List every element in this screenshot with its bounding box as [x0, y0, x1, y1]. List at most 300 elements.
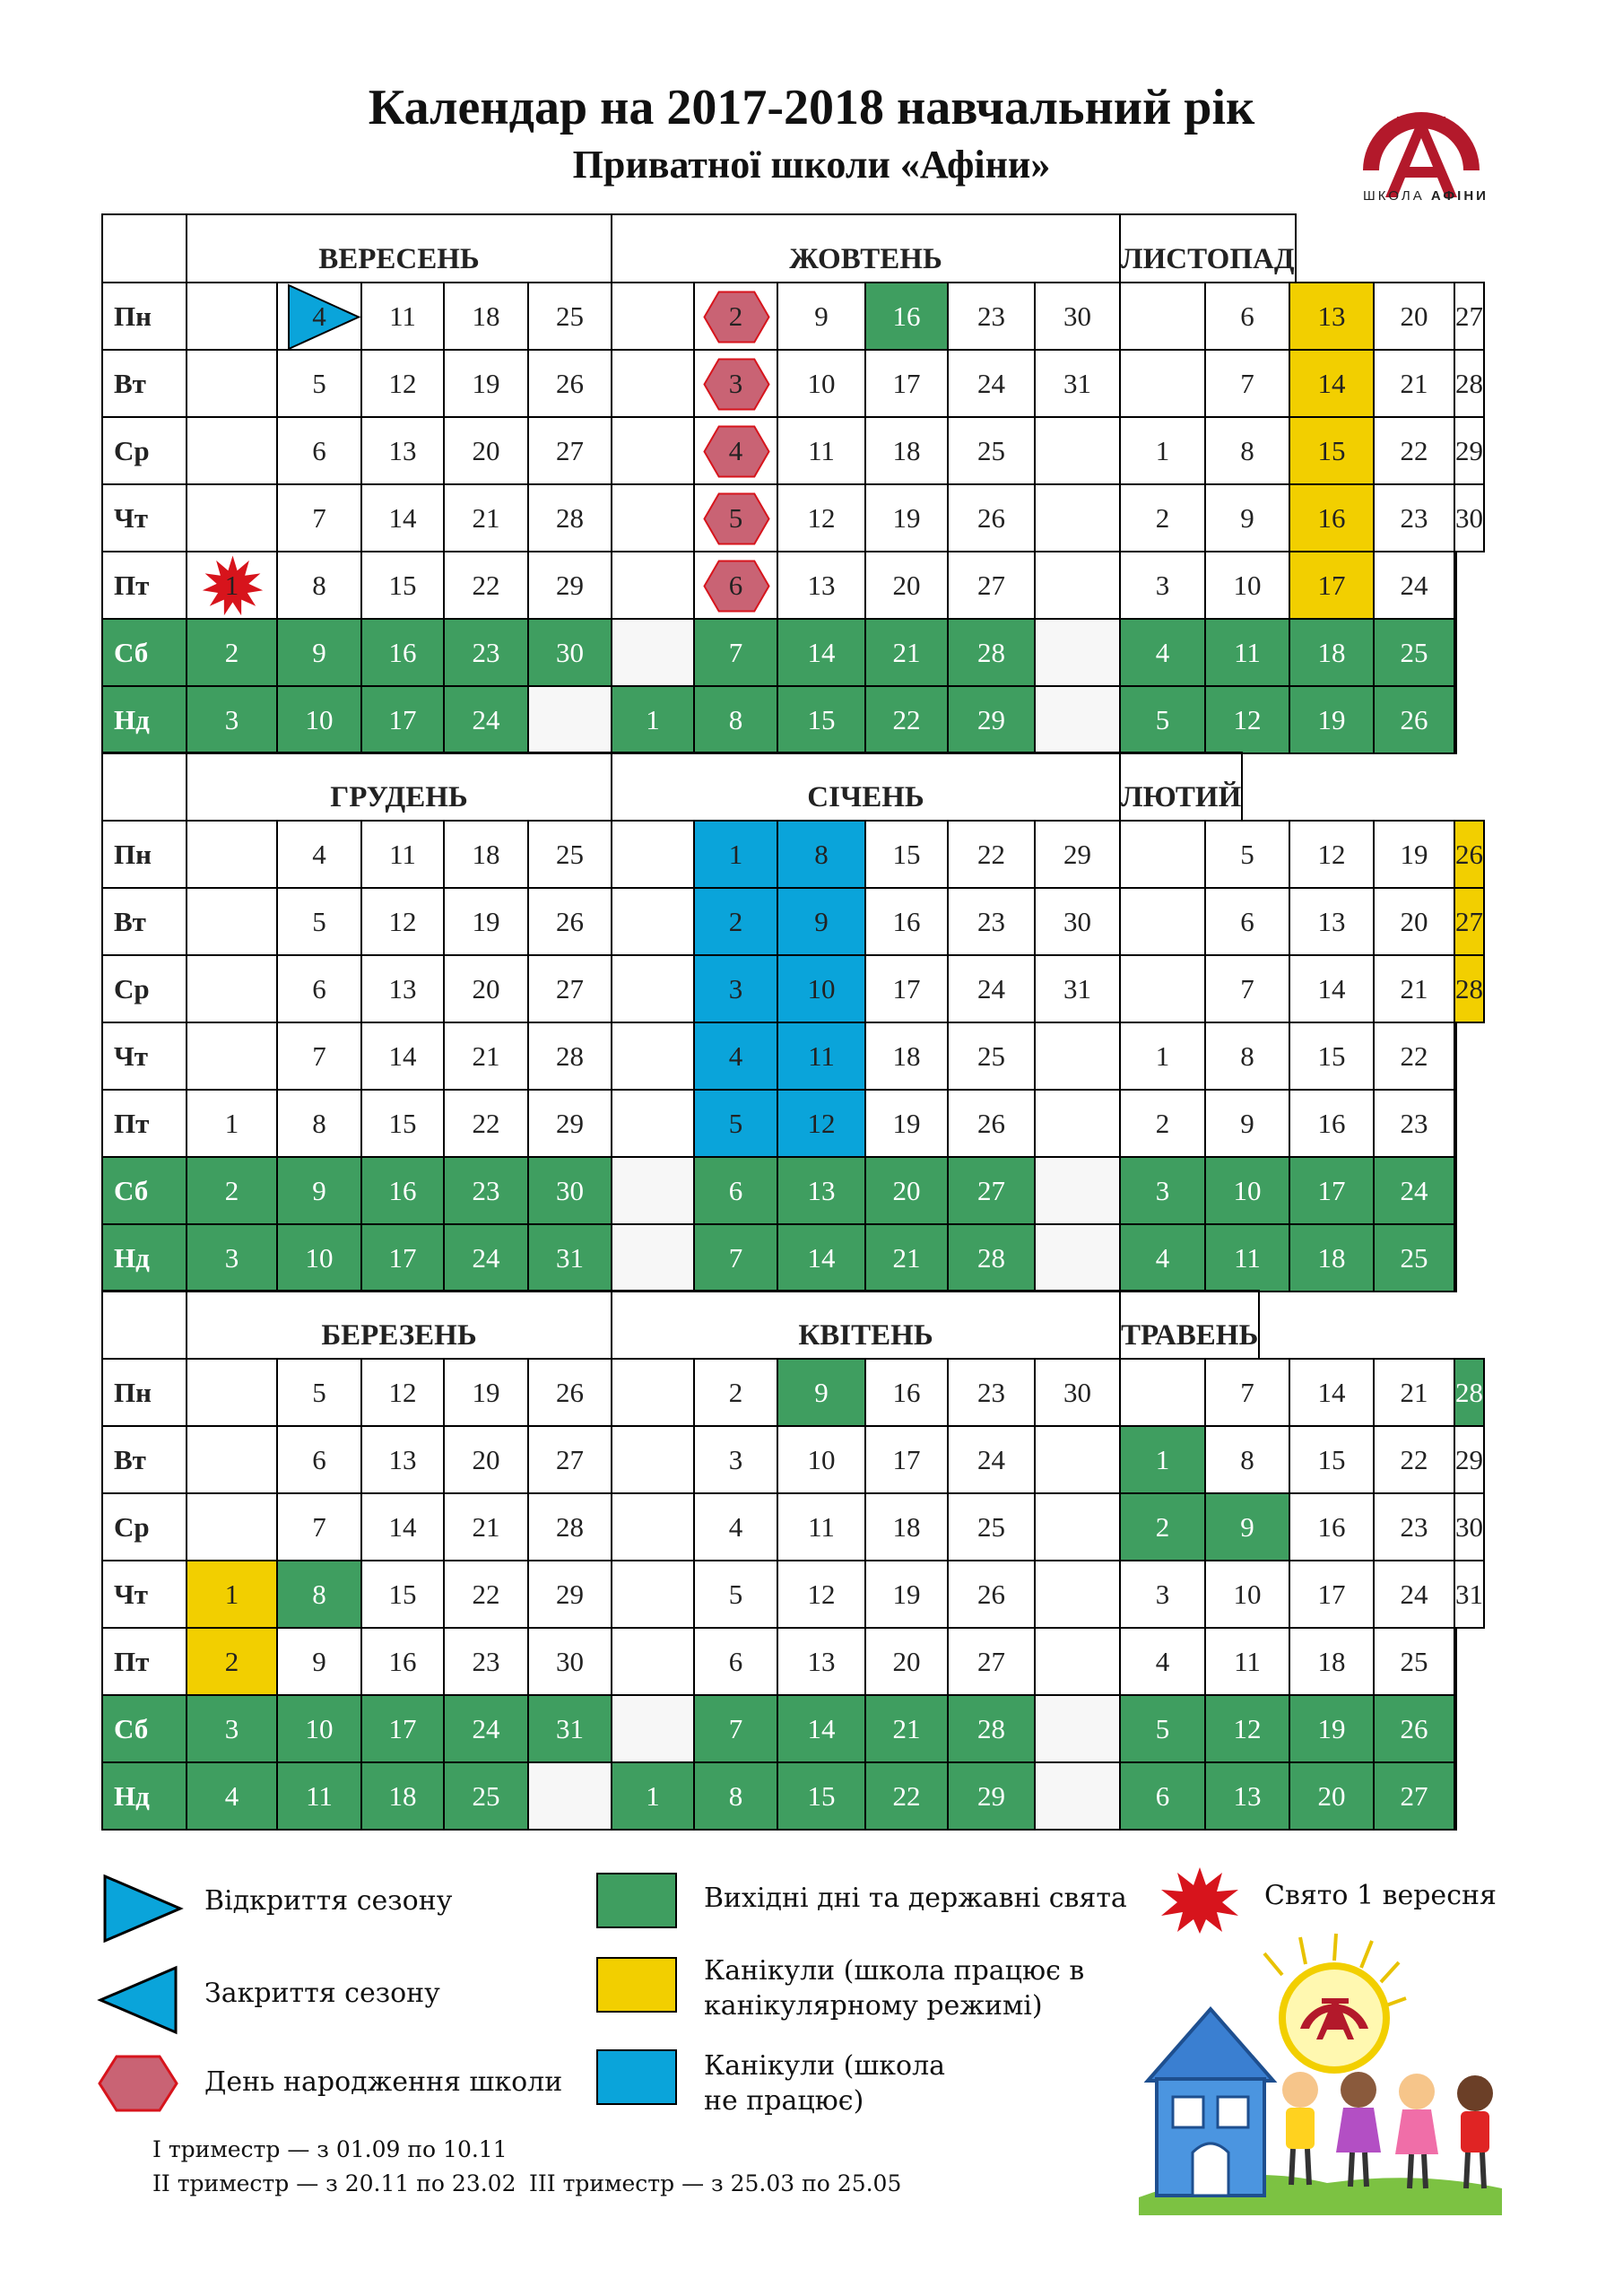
day-number: 21: [1400, 972, 1428, 1004]
day-number: 18: [1317, 1241, 1346, 1274]
logo-caption-b: АФІНИ: [1430, 188, 1488, 204]
day-cell: [360, 1627, 445, 1696]
day-number: 13: [388, 972, 417, 1004]
day-number: 14: [1317, 367, 1346, 399]
day-cell: [1289, 618, 1375, 687]
day-cell: [1204, 820, 1290, 889]
day-cell: [186, 954, 278, 1023]
day-number: 14: [1317, 972, 1346, 1004]
day-cell: [443, 1560, 529, 1629]
day-number: 18: [892, 434, 921, 466]
day-cell: [693, 618, 778, 687]
day-cell: [1204, 416, 1290, 485]
day-number: 4: [312, 300, 326, 332]
month-header: [1119, 213, 1297, 283]
day-cell: [864, 1358, 949, 1427]
day-cell: [186, 1223, 278, 1292]
day-number: 15: [388, 569, 417, 601]
day-number: 28: [1455, 1376, 1483, 1408]
day-number: 26: [556, 905, 584, 937]
day-cell: [527, 1156, 612, 1225]
day-number: 9: [312, 636, 326, 668]
day-label-text: Пт: [114, 1107, 150, 1139]
day-cell: [276, 820, 362, 889]
day-number: 8: [1240, 1443, 1254, 1475]
day-cell: [1119, 1425, 1206, 1494]
day-cell: [1034, 1492, 1121, 1561]
day-number: 17: [388, 703, 417, 735]
day-cell: [693, 282, 778, 351]
day-cell: [527, 685, 612, 754]
day-cell: [1119, 1022, 1206, 1091]
day-cell: [1034, 954, 1121, 1023]
day-cell: [1454, 1627, 1457, 1696]
day-number: 25: [556, 300, 584, 332]
day-number: 6: [312, 1443, 326, 1475]
day-cell: [693, 1156, 778, 1225]
page-title: Календар на 2017-2018 навчальний рік: [368, 80, 1255, 135]
day-cell: [1289, 1022, 1375, 1091]
day-cell: [693, 1425, 778, 1494]
day-number: 21: [892, 636, 921, 668]
day-cell: [864, 1694, 949, 1763]
day-label: [101, 820, 187, 889]
day-cell: [693, 1022, 778, 1091]
day-cell: [276, 282, 362, 351]
day-cell: [864, 416, 949, 485]
day-cell: [276, 887, 362, 956]
day-number: 22: [472, 569, 500, 601]
day-number: 20: [892, 1174, 921, 1206]
day-number: 6: [1240, 300, 1254, 332]
day-number: 5: [312, 905, 326, 937]
day-cell: [527, 618, 612, 687]
day-number: 15: [807, 1779, 836, 1812]
day-cell: [693, 1089, 778, 1158]
day-label: [101, 1358, 187, 1427]
day-cell: [1289, 551, 1375, 620]
day-cell: [947, 1223, 1036, 1292]
day-label: [101, 1492, 187, 1561]
day-number: 23: [472, 1645, 500, 1677]
day-label: [101, 887, 187, 956]
month-name: ЛЮТИЙ: [1121, 781, 1242, 813]
day-cell: [186, 1022, 278, 1091]
day-number: 30: [1455, 501, 1483, 534]
day-cell: [1373, 1022, 1455, 1091]
day-cell: [1454, 618, 1457, 687]
day-number: 9: [814, 300, 829, 332]
day-cell: [611, 1358, 695, 1427]
day-cell: [527, 416, 612, 485]
day-label-text: Нд: [114, 1779, 150, 1812]
day-number: 5: [312, 367, 326, 399]
day-cell: [1119, 1223, 1206, 1292]
day-cell: [947, 685, 1036, 754]
day-number: 23: [1400, 501, 1428, 534]
day-cell: [527, 1492, 612, 1561]
day-cell: [777, 551, 866, 620]
day-cell: [1034, 282, 1121, 351]
day-number: 31: [556, 1241, 584, 1274]
legend-vacation-working: [704, 1953, 1084, 2023]
day-cell: [611, 1492, 695, 1561]
day-cell: [1119, 685, 1206, 754]
close-season-icon: [97, 1964, 179, 2036]
day-cell: [947, 1627, 1036, 1696]
day-number: 20: [472, 434, 500, 466]
day-number: 17: [1317, 1578, 1346, 1610]
month-header: [186, 1290, 612, 1360]
day-number: 11: [1234, 1241, 1261, 1274]
day-number: 21: [1400, 367, 1428, 399]
day-number: 22: [1400, 1039, 1428, 1072]
day-cell: [443, 1694, 529, 1763]
day-number: 2: [728, 905, 743, 937]
day-number: 24: [1400, 1578, 1428, 1610]
day-label: [101, 416, 187, 485]
day-number: 12: [388, 367, 417, 399]
day-cell: [1119, 1089, 1206, 1158]
day-cell: [276, 1358, 362, 1427]
day-cell: [864, 1492, 949, 1561]
day-cell: [527, 954, 612, 1023]
day-cell: [864, 1560, 949, 1629]
day-number: 27: [977, 1174, 1005, 1206]
day-cell: [1289, 1492, 1375, 1561]
day-label: [101, 551, 187, 620]
day-cell: [777, 685, 866, 754]
day-cell: [527, 551, 612, 620]
day-cell: [1373, 618, 1455, 687]
day-cell: [360, 483, 445, 552]
day-number: 23: [977, 300, 1005, 332]
day-cell: [1034, 349, 1121, 418]
day-cell: [443, 1425, 529, 1494]
day-label: [101, 1560, 187, 1629]
day-cell: [1034, 1694, 1121, 1763]
day-number: 13: [807, 1174, 836, 1206]
day-cell: [947, 1358, 1036, 1427]
day-number: 19: [1317, 1712, 1346, 1744]
day-number: 3: [1155, 1578, 1170, 1610]
day-cell: [360, 1089, 445, 1158]
day-cell: [1119, 1694, 1206, 1763]
day-cell: [1289, 1627, 1375, 1696]
day-number: 19: [892, 1578, 921, 1610]
day-number: 4: [1155, 1241, 1170, 1274]
day-number: 12: [388, 1376, 417, 1408]
day-number: 23: [1400, 1107, 1428, 1139]
day-number: 25: [977, 1510, 1005, 1543]
day-cell: [186, 483, 278, 552]
day-cell: [186, 282, 278, 351]
day-cell: [777, 1425, 866, 1494]
month-header: [1119, 1290, 1260, 1360]
day-number: 21: [892, 1712, 921, 1744]
day-number: 6: [728, 1174, 743, 1206]
day-number: 1: [224, 569, 239, 601]
day-cell: [443, 349, 529, 418]
day-cell: [777, 282, 866, 351]
day-cell: [186, 1627, 278, 1696]
day-cell: [1204, 282, 1290, 351]
day-label: [101, 1156, 187, 1225]
day-number: 3: [1155, 569, 1170, 601]
day-cell: [777, 1560, 866, 1629]
day-number: 20: [472, 972, 500, 1004]
day-number: 3: [1155, 1174, 1170, 1206]
day-number: 7: [1240, 367, 1254, 399]
day-number: 8: [728, 703, 743, 735]
day-label: [101, 954, 187, 1023]
day-number: 21: [472, 501, 500, 534]
day-number: 19: [1400, 838, 1428, 870]
day-cell: [1373, 416, 1455, 485]
vacation-working-swatch: [596, 1957, 677, 2013]
day-number: 3: [728, 367, 743, 399]
day-number: 18: [1317, 636, 1346, 668]
day-number: 5: [728, 1578, 743, 1610]
day-cell: [693, 1694, 778, 1763]
month-header: [611, 213, 1121, 283]
day-number: 19: [472, 905, 500, 937]
day-cell: [1373, 1089, 1455, 1158]
day-cell: [1289, 416, 1375, 485]
day-cell: [1289, 1358, 1375, 1427]
day-cell: [1373, 685, 1455, 754]
day-cell: [1119, 820, 1206, 889]
day-number: 2: [728, 300, 743, 332]
day-cell: [1034, 1425, 1121, 1494]
day-number: 2: [1155, 1107, 1170, 1139]
day-number: 18: [1317, 1645, 1346, 1677]
day-number: 16: [388, 636, 417, 668]
day-cell: [186, 1492, 278, 1561]
day-number: 30: [1063, 905, 1091, 937]
day-label: [101, 1223, 187, 1292]
day-number: 11: [306, 1779, 333, 1812]
day-number: 16: [892, 905, 921, 937]
month-header: [186, 752, 612, 822]
day-cell: [527, 282, 612, 351]
day-label-text: Вт: [114, 367, 146, 399]
day-cell: [360, 618, 445, 687]
day-number: 22: [472, 1107, 500, 1139]
day-cell: [1289, 349, 1375, 418]
day-number: 18: [472, 838, 500, 870]
day-number: 4: [728, 1039, 743, 1072]
day-number: 26: [1400, 703, 1428, 735]
day-number: 24: [977, 972, 1005, 1004]
day-label: [101, 618, 187, 687]
day-number: 7: [728, 1712, 743, 1744]
header-corner-cell: [101, 1290, 187, 1360]
day-cell: [693, 551, 778, 620]
day-label-text: Пн: [114, 838, 152, 870]
day-cell: [777, 416, 866, 485]
header-corner-cell: [101, 752, 187, 822]
day-number: 22: [1400, 434, 1428, 466]
day-number: 1: [1155, 1443, 1170, 1475]
day-number: 6: [728, 1645, 743, 1677]
day-cell: [1454, 1089, 1457, 1158]
legend-sept-holiday: Свято 1 вересня: [1264, 1880, 1497, 1911]
day-number: 24: [472, 1241, 500, 1274]
day-cell: [1373, 1156, 1455, 1225]
day-number: 24: [1400, 569, 1428, 601]
day-number: 13: [1233, 1779, 1262, 1812]
day-cell: [777, 887, 866, 956]
day-cell: [947, 1089, 1036, 1158]
day-cell: [276, 1022, 362, 1091]
day-number: 16: [388, 1174, 417, 1206]
day-label-text: Вт: [114, 1443, 146, 1475]
day-number: 23: [472, 1174, 500, 1206]
day-cell: [864, 483, 949, 552]
day-number: 8: [1240, 1039, 1254, 1072]
day-cell: [186, 820, 278, 889]
day-cell: [1119, 1761, 1206, 1831]
day-cell: [693, 954, 778, 1023]
day-cell: [527, 820, 612, 889]
day-cell: [1289, 483, 1375, 552]
open-season-icon: [101, 1873, 184, 1944]
day-number: 19: [472, 1376, 500, 1408]
month-header: [611, 752, 1121, 822]
day-number: 12: [807, 1578, 836, 1610]
day-cell: [276, 618, 362, 687]
day-number: 17: [892, 972, 921, 1004]
day-number: 12: [807, 501, 836, 534]
day-number: 30: [1063, 300, 1091, 332]
day-cell: [360, 1223, 445, 1292]
day-cell: [947, 1694, 1036, 1763]
day-cell: [1373, 1761, 1455, 1831]
day-cell: [1119, 416, 1206, 485]
legend-vacation-working-line2: канікулярному режимі): [704, 1990, 1043, 2022]
day-number: 5: [312, 1376, 326, 1408]
day-number: 10: [807, 972, 836, 1004]
day-number: 31: [1063, 367, 1091, 399]
day-label-text: Сб: [114, 636, 149, 668]
page-subtitle: Приватної школи «Афіни»: [572, 143, 1051, 187]
day-number: 4: [224, 1779, 239, 1812]
day-cell: [864, 954, 949, 1023]
day-cell: [1034, 1089, 1121, 1158]
day-cell: [1454, 349, 1485, 418]
day-cell: [611, 820, 695, 889]
day-number: 8: [728, 1779, 743, 1812]
day-number: 27: [556, 434, 584, 466]
day-cell: [1119, 954, 1206, 1023]
day-number: 25: [472, 1779, 500, 1812]
day-cell: [360, 1560, 445, 1629]
day-number: 29: [977, 703, 1005, 735]
day-number: 31: [1063, 972, 1091, 1004]
day-cell: [1034, 1627, 1121, 1696]
day-number: 16: [1317, 501, 1346, 534]
day-cell: [864, 1223, 949, 1292]
day-cell: [276, 1425, 362, 1494]
day-cell: [693, 1358, 778, 1427]
day-cell: [1119, 1156, 1206, 1225]
day-cell: [1373, 1223, 1455, 1292]
day-cell: [777, 618, 866, 687]
day-number: 8: [814, 838, 829, 870]
day-number: 3: [224, 703, 239, 735]
day-cell: [1034, 1761, 1121, 1831]
day-cell: [1204, 1089, 1290, 1158]
birthday-hexagon-icon: [97, 2054, 179, 2113]
day-cell: [1204, 483, 1290, 552]
day-number: 28: [556, 1510, 584, 1543]
day-cell: [777, 483, 866, 552]
day-number: 19: [472, 367, 500, 399]
day-number: 24: [977, 367, 1005, 399]
day-cell: [1373, 1560, 1455, 1629]
day-cell: [693, 887, 778, 956]
day-label-text: Пт: [114, 1645, 150, 1677]
day-cell: [1204, 685, 1290, 754]
day-number: 26: [977, 1107, 1005, 1139]
day-number: 27: [1400, 1779, 1428, 1812]
day-cell: [693, 1761, 778, 1831]
day-cell: [1034, 618, 1121, 687]
day-cell: [276, 416, 362, 485]
day-cell: [777, 820, 866, 889]
day-number: 2: [1155, 501, 1170, 534]
day-cell: [611, 1761, 695, 1831]
day-cell: [1373, 349, 1455, 418]
day-label-text: Ср: [114, 972, 150, 1004]
day-cell: [276, 349, 362, 418]
legend-vacation-closed-line1: Канікули (школа: [704, 2050, 946, 2082]
day-cell: [186, 618, 278, 687]
day-number: 17: [892, 367, 921, 399]
day-cell: [360, 1022, 445, 1091]
day-number: 21: [1400, 1376, 1428, 1408]
day-number: 16: [892, 1376, 921, 1408]
day-cell: [864, 1627, 949, 1696]
day-cell: [1454, 1223, 1457, 1292]
day-number: 4: [1155, 636, 1170, 668]
day-number: 14: [388, 1039, 417, 1072]
day-number: 20: [1400, 905, 1428, 937]
day-number: 23: [1400, 1510, 1428, 1543]
day-cell: [443, 1022, 529, 1091]
day-number: 29: [1063, 838, 1091, 870]
day-cell: [864, 618, 949, 687]
trimester-1: I триместр — з 01.09 по 10.11: [152, 2136, 508, 2162]
day-cell: [276, 1223, 362, 1292]
day-number: 7: [312, 1510, 326, 1543]
month-name: ГРУДЕНЬ: [330, 781, 468, 813]
day-cell: [276, 1492, 362, 1561]
month-header: [186, 213, 612, 283]
day-number: 17: [892, 1443, 921, 1475]
day-number: 21: [472, 1039, 500, 1072]
day-cell: [864, 1156, 949, 1225]
day-number: 14: [807, 1712, 836, 1744]
day-cell: [777, 1492, 866, 1561]
day-cell: [527, 1358, 612, 1427]
legend-open-season: Відкриття сезону: [204, 1885, 453, 1917]
day-cell: [276, 1156, 362, 1225]
day-cell: [1454, 685, 1457, 754]
day-label-text: Чт: [114, 501, 148, 534]
day-number: 1: [224, 1578, 239, 1610]
